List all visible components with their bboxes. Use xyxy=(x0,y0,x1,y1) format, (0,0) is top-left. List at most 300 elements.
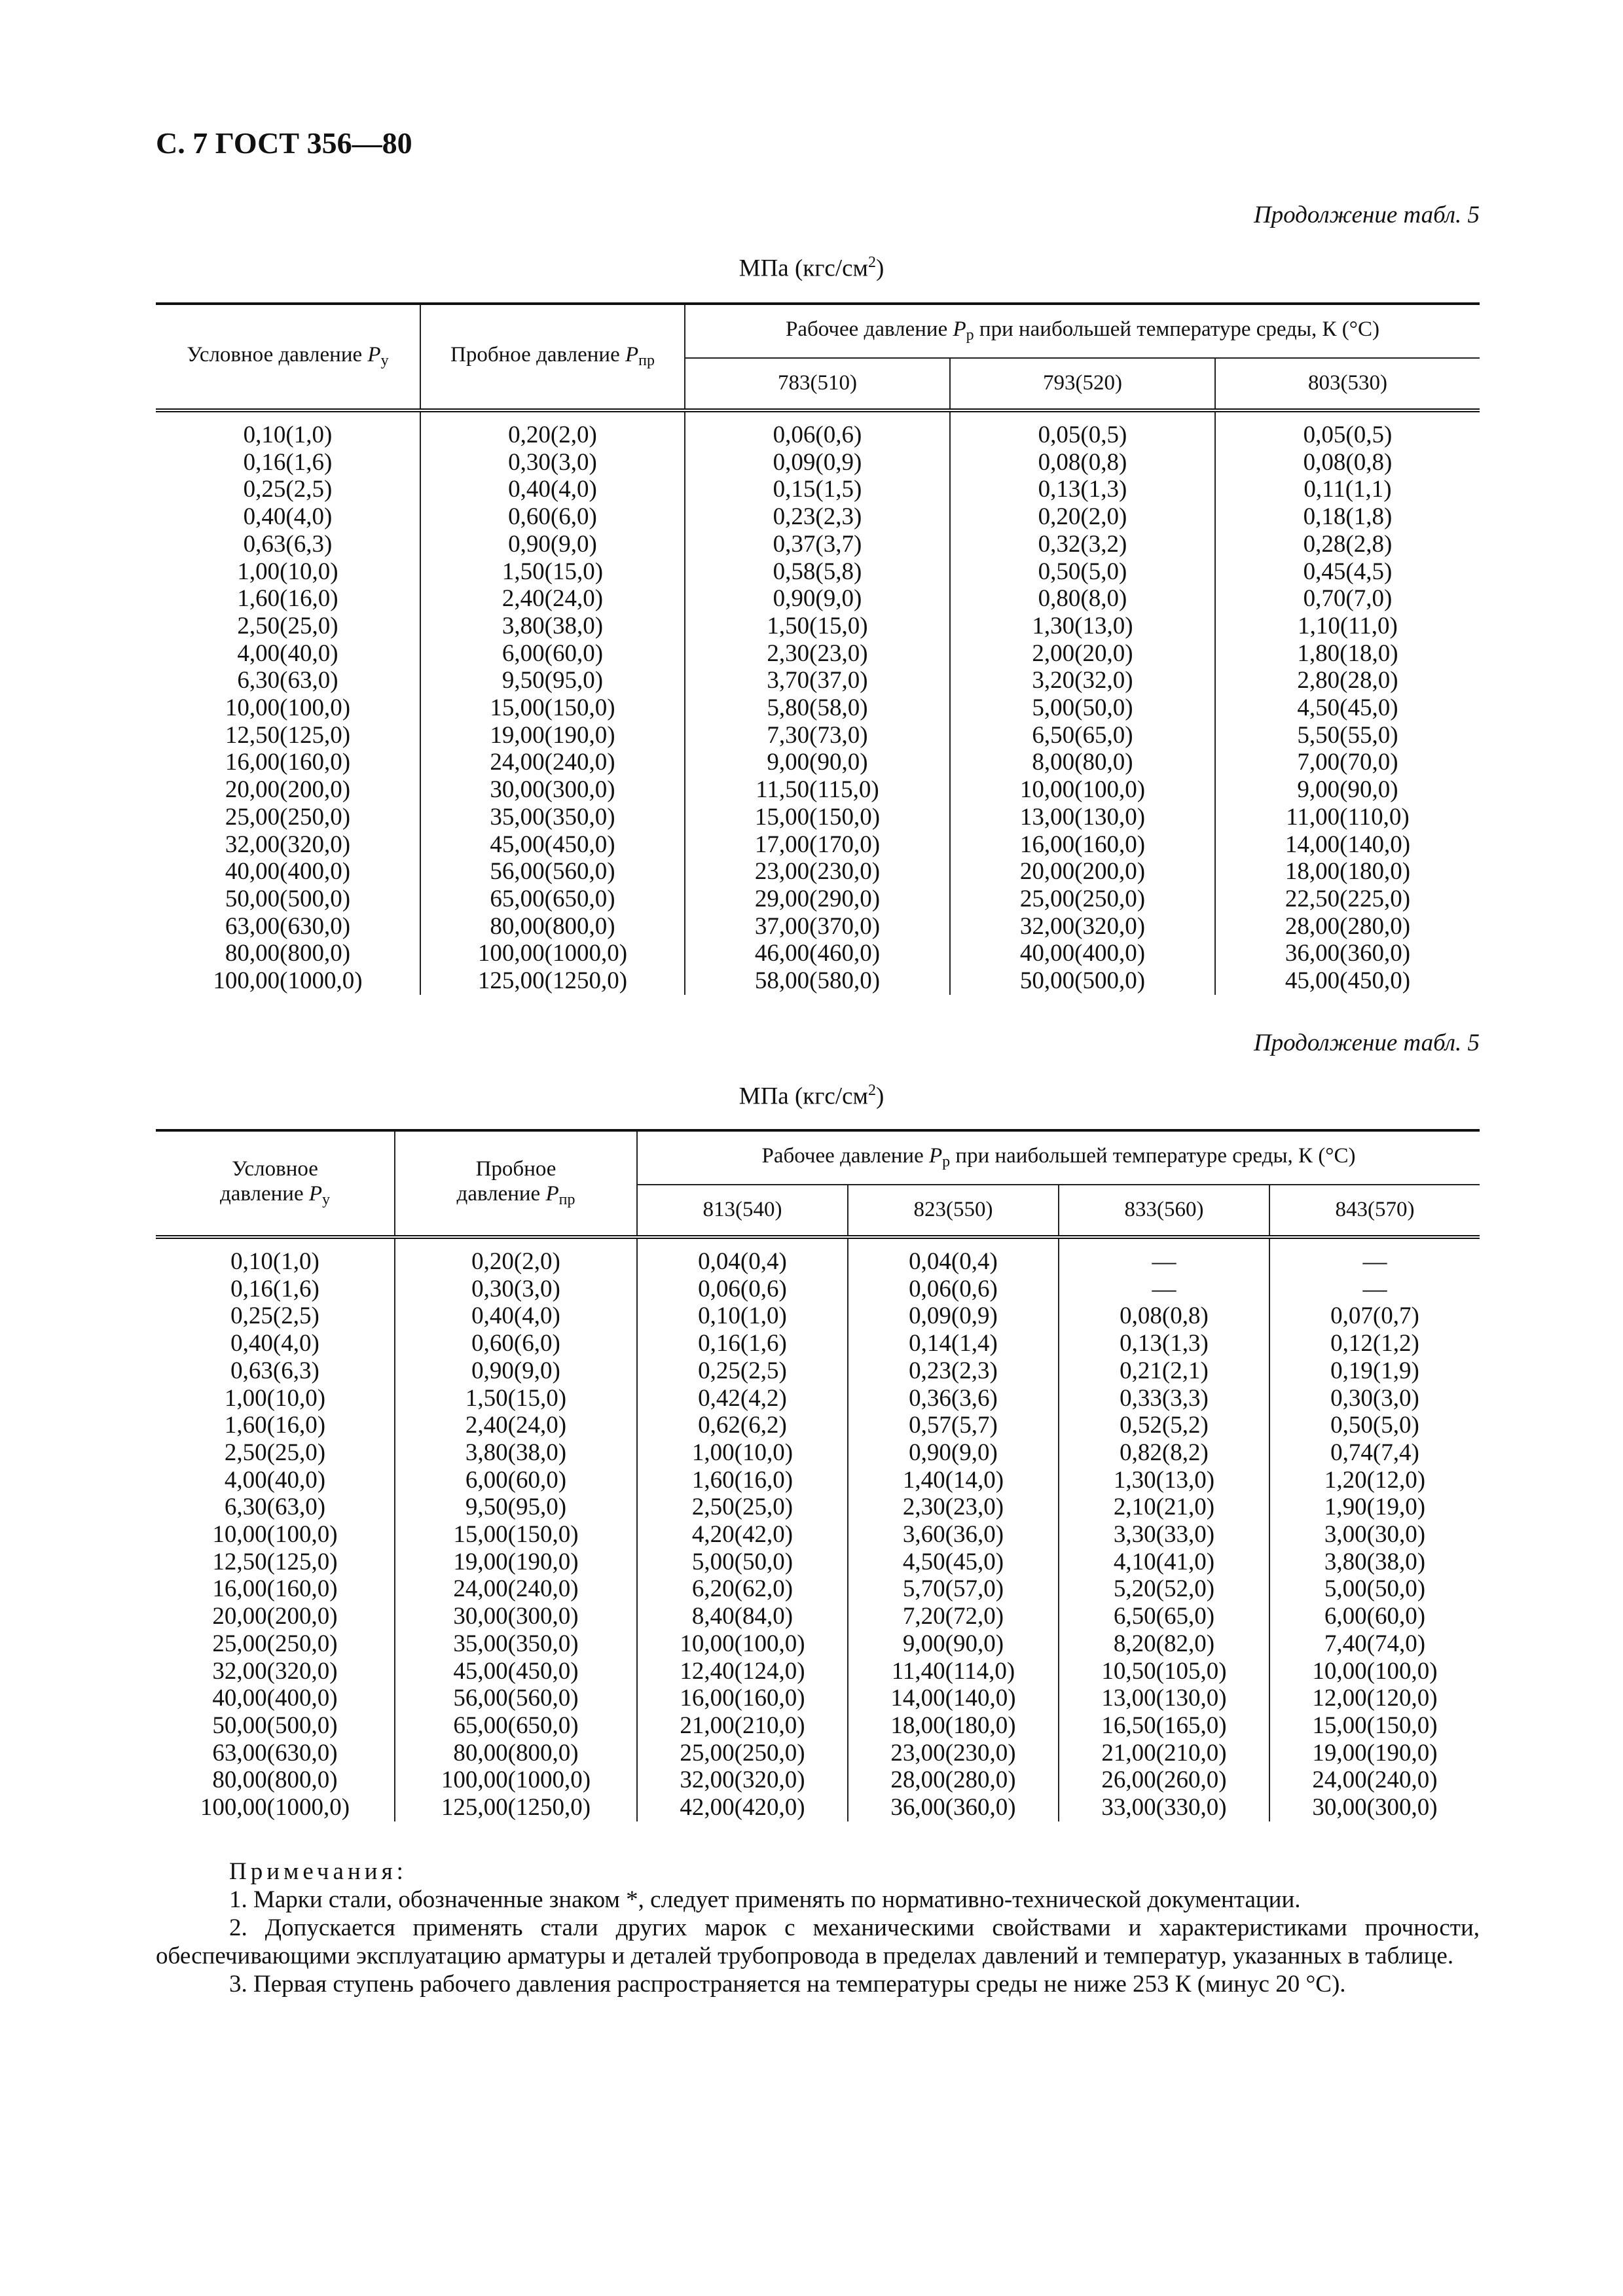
table-row xyxy=(156,1302,1480,1330)
table-cell: 0,04(0,4) xyxy=(848,1237,1059,1276)
table-cell: 16,00(160,0) xyxy=(950,831,1215,859)
table-row xyxy=(156,940,1480,967)
table-cell: 80,00(800,0) xyxy=(156,1767,395,1794)
table-cell: 4,00(40,0) xyxy=(156,640,420,668)
table-cell: 25,00(250,0) xyxy=(156,804,420,831)
table-cell: 36,00(360,0) xyxy=(1215,940,1480,967)
table-cell: 0,63(6,3) xyxy=(156,1357,395,1385)
table-cell: 0,80(8,0) xyxy=(950,585,1215,613)
table-cell: 10,00(100,0) xyxy=(156,694,420,722)
table-cell: 0,70(7,0) xyxy=(1215,585,1480,613)
table1-header-test-sub: пр xyxy=(638,352,655,370)
table-cell: 21,00(210,0) xyxy=(637,1712,848,1740)
table2-header-work-sub: р xyxy=(942,1153,951,1171)
table-cell: 0,40(4,0) xyxy=(420,476,685,503)
table-cell: 20,00(200,0) xyxy=(156,1603,395,1630)
table-cell: 65,00(650,0) xyxy=(395,1712,637,1740)
table-row xyxy=(156,694,1480,722)
table-cell: 7,40(74,0) xyxy=(1269,1630,1480,1658)
table-cell: 30,00(300,0) xyxy=(420,776,685,804)
table-cell: 0,25(2,5) xyxy=(637,1357,848,1385)
table-row xyxy=(156,1494,1480,1521)
table-cell: 0,16(1,6) xyxy=(156,1276,395,1303)
table2-continuation-label: Продолжение табл. 5 xyxy=(1253,1030,1480,1056)
table-cell: 1,50(15,0) xyxy=(395,1385,637,1412)
table-cell: 1,00(10,0) xyxy=(156,1385,395,1412)
table-cell: 0,58(5,8) xyxy=(685,558,950,586)
table-cell: 0,30(3,0) xyxy=(1269,1385,1480,1412)
table-row xyxy=(156,449,1480,476)
table-cell: 12,50(125,0) xyxy=(156,1549,395,1576)
table-cell: 63,00(630,0) xyxy=(156,1740,395,1767)
table-cell: 5,50(55,0) xyxy=(1215,722,1480,749)
table-cell: 6,00(60,0) xyxy=(1269,1603,1480,1630)
table-cell: 24,00(240,0) xyxy=(395,1575,637,1603)
table-cell: 32,00(320,0) xyxy=(950,913,1215,941)
table-cell: 9,00(90,0) xyxy=(1215,776,1480,804)
table-cell: 50,00(500,0) xyxy=(950,967,1215,995)
table-row xyxy=(156,1385,1480,1412)
table-cell: 65,00(650,0) xyxy=(420,886,685,913)
table-cell: 58,00(580,0) xyxy=(685,967,950,995)
table-cell: 12,50(125,0) xyxy=(156,722,420,749)
table-cell: 0,10(1,0) xyxy=(156,410,420,449)
table2-header-temp: 843(570) xyxy=(1269,1185,1480,1237)
table-row xyxy=(156,1740,1480,1767)
table-cell: 40,00(400,0) xyxy=(156,858,420,886)
table-cell: 0,08(0,8) xyxy=(1059,1302,1269,1330)
table1-continuation-label: Продолжение табл. 5 xyxy=(1253,202,1480,228)
table-row xyxy=(156,913,1480,941)
table-cell: 22,50(225,0) xyxy=(1215,886,1480,913)
table-cell: 25,00(250,0) xyxy=(637,1740,848,1767)
table-row xyxy=(156,558,1480,586)
table-row xyxy=(156,1767,1480,1794)
table-row xyxy=(156,1467,1480,1494)
table-cell: 63,00(630,0) xyxy=(156,913,420,941)
table-cell: 0,32(3,2) xyxy=(950,531,1215,558)
table-cell: 0,82(8,2) xyxy=(1059,1439,1269,1467)
table-cell: 1,60(16,0) xyxy=(156,1412,395,1439)
table-cell: 32,00(320,0) xyxy=(637,1767,848,1794)
table-cell: 0,09(0,9) xyxy=(848,1302,1059,1330)
table-cell: 36,00(360,0) xyxy=(848,1794,1059,1821)
table-cell: 0,14(1,4) xyxy=(848,1330,1059,1357)
table-cell: 125,00(1250,0) xyxy=(420,967,685,995)
table2-units-sup: 2 xyxy=(867,1082,876,1099)
table2-header-test-sub: пр xyxy=(558,1191,575,1209)
table-cell: 0,30(3,0) xyxy=(420,449,685,476)
table-cell: 0,18(1,8) xyxy=(1215,503,1480,531)
table1-header-temp: 803(530) xyxy=(1215,358,1480,410)
table-cell: 100,00(1000,0) xyxy=(420,940,685,967)
table-cell: 19,00(190,0) xyxy=(420,722,685,749)
table1-header-work-pre: Рабочее давление xyxy=(785,317,953,342)
table-cell: 3,80(38,0) xyxy=(395,1439,637,1467)
table-cell: 6,00(60,0) xyxy=(420,640,685,668)
table-cell: 12,40(124,0) xyxy=(637,1658,848,1685)
table-cell: 0,50(5,0) xyxy=(950,558,1215,586)
table-cell: 16,00(160,0) xyxy=(156,749,420,776)
table-cell: 2,00(20,0) xyxy=(950,640,1215,668)
table-cell: 1,80(18,0) xyxy=(1215,640,1480,668)
table-cell: 0,60(6,0) xyxy=(395,1330,637,1357)
table-cell: 10,00(100,0) xyxy=(156,1521,395,1549)
table-cell: 20,00(200,0) xyxy=(156,776,420,804)
table-cell: 4,50(45,0) xyxy=(1215,694,1480,722)
table2-header-temp: 813(540) xyxy=(637,1185,848,1237)
table-row xyxy=(156,858,1480,886)
table-cell: 42,00(420,0) xyxy=(637,1794,848,1821)
table-cell: 7,30(73,0) xyxy=(685,722,950,749)
table-cell: 0,57(5,7) xyxy=(848,1412,1059,1439)
table-cell: 0,23(2,3) xyxy=(848,1357,1059,1385)
table-cell: 4,00(40,0) xyxy=(156,1467,395,1494)
table-cell: 0,08(0,8) xyxy=(950,449,1215,476)
table-cell: 4,20(42,0) xyxy=(637,1521,848,1549)
table-cell: 46,00(460,0) xyxy=(685,940,950,967)
table-cell: 10,00(100,0) xyxy=(950,776,1215,804)
table-cell: 80,00(800,0) xyxy=(395,1740,637,1767)
table-row xyxy=(156,1575,1480,1603)
table-cell: 0,05(0,5) xyxy=(950,410,1215,449)
table-cell: 6,50(65,0) xyxy=(950,722,1215,749)
table-cell: 2,10(21,0) xyxy=(1059,1494,1269,1521)
table-cell: 17,00(170,0) xyxy=(685,831,950,859)
table-row xyxy=(156,1237,1480,1276)
table-cell: 0,16(1,6) xyxy=(156,449,420,476)
table-cell: 0,40(4,0) xyxy=(395,1302,637,1330)
table-cell: 15,00(150,0) xyxy=(685,804,950,831)
table-cell: 0,25(2,5) xyxy=(156,476,420,503)
table-cell: 125,00(1250,0) xyxy=(395,1794,637,1821)
table-cell: 15,00(150,0) xyxy=(420,694,685,722)
table-cell: 6,50(65,0) xyxy=(1059,1603,1269,1630)
table-cell: 5,00(50,0) xyxy=(950,694,1215,722)
table2-header-conditional-pressure: Условное давление $P_у$ xyxy=(156,1130,395,1237)
table2-header-test-l2: давление xyxy=(456,1182,546,1206)
table-row xyxy=(156,1549,1480,1576)
table-cell: 1,60(16,0) xyxy=(156,585,420,613)
table2-units-end: ) xyxy=(875,1083,884,1110)
table-cell: 0,62(6,2) xyxy=(637,1412,848,1439)
page-header: С. 7 ГОСТ 356—80 xyxy=(156,126,412,160)
table-row xyxy=(156,613,1480,640)
table-row xyxy=(156,585,1480,613)
table-cell: 1,90(19,0) xyxy=(1269,1494,1480,1521)
table-cell: 2,40(24,0) xyxy=(420,585,685,613)
table-cell: 15,00(150,0) xyxy=(395,1521,637,1549)
table-cell: 11,40(114,0) xyxy=(848,1658,1059,1685)
table-cell: 9,50(95,0) xyxy=(420,667,685,694)
table-cell: 5,70(57,0) xyxy=(848,1575,1059,1603)
table-cell: 1,00(10,0) xyxy=(156,558,420,586)
table-cell: 0,07(0,7) xyxy=(1269,1302,1480,1330)
table-cell: 0,74(7,4) xyxy=(1269,1439,1480,1467)
table-row xyxy=(156,1412,1480,1439)
table-cell: — xyxy=(1269,1276,1480,1303)
table-row xyxy=(156,749,1480,776)
table-row xyxy=(156,1630,1480,1658)
table-cell: 2,50(25,0) xyxy=(156,1439,395,1467)
table-row xyxy=(156,1276,1480,1303)
table-cell: 0,21(2,1) xyxy=(1059,1357,1269,1385)
table-cell: 0,11(1,1) xyxy=(1215,476,1480,503)
table-cell: 28,00(280,0) xyxy=(1215,913,1480,941)
table-row xyxy=(156,640,1480,668)
table-row xyxy=(156,531,1480,558)
table-cell: 0,33(3,3) xyxy=(1059,1385,1269,1412)
table1-header-test-text: Пробное давление xyxy=(450,343,625,367)
table-cell: 45,00(450,0) xyxy=(1215,967,1480,995)
table-cell: 40,00(400,0) xyxy=(950,940,1215,967)
table-cell: 2,30(23,0) xyxy=(848,1494,1059,1521)
table-cell: 33,00(330,0) xyxy=(1059,1794,1269,1821)
table-cell: — xyxy=(1059,1237,1269,1276)
table-cell: 11,00(110,0) xyxy=(1215,804,1480,831)
table-cell: 0,30(3,0) xyxy=(395,1276,637,1303)
table1-header-test-pressure: Пробное давление $P_{пр}$ xyxy=(420,304,685,410)
table-cell: 0,09(0,9) xyxy=(685,449,950,476)
table-row xyxy=(156,776,1480,804)
table-cell: 7,20(72,0) xyxy=(848,1603,1059,1630)
table-row xyxy=(156,476,1480,503)
table-cell: 4,50(45,0) xyxy=(848,1549,1059,1576)
table-cell: 0,52(5,2) xyxy=(1059,1412,1269,1439)
table-cell: 0,04(0,4) xyxy=(637,1237,848,1276)
table-cell: 12,00(120,0) xyxy=(1269,1685,1480,1712)
table-cell: 0,20(2,0) xyxy=(950,503,1215,531)
table-row xyxy=(156,667,1480,694)
table-cell: 14,00(140,0) xyxy=(848,1685,1059,1712)
table-cell: 2,40(24,0) xyxy=(395,1412,637,1439)
table-cell: 16,00(160,0) xyxy=(156,1575,395,1603)
table-cell: 0,45(4,5) xyxy=(1215,558,1480,586)
table-cell: — xyxy=(1059,1276,1269,1303)
table-row xyxy=(156,831,1480,859)
table2-header-cond-l1: Условное xyxy=(232,1157,318,1181)
table-cell: 2,80(28,0) xyxy=(1215,667,1480,694)
table-cell: 32,00(320,0) xyxy=(156,1658,395,1685)
table-cell: 0,25(2,5) xyxy=(156,1302,395,1330)
table-cell: 0,42(4,2) xyxy=(637,1385,848,1412)
table-cell: 0,20(2,0) xyxy=(420,410,685,449)
table-row xyxy=(156,1685,1480,1712)
table-cell: 9,00(90,0) xyxy=(685,749,950,776)
table-cell: 3,80(38,0) xyxy=(1269,1549,1480,1576)
table-cell: 0,10(1,0) xyxy=(156,1237,395,1276)
table-cell: 3,00(30,0) xyxy=(1269,1521,1480,1549)
table1-header-cond-sub: у xyxy=(380,352,389,370)
table-cell: 1,00(10,0) xyxy=(637,1439,848,1467)
table-cell: 14,00(140,0) xyxy=(1215,831,1480,859)
table-cell: 13,00(130,0) xyxy=(950,804,1215,831)
table-cell: 18,00(180,0) xyxy=(848,1712,1059,1740)
table-cell: 6,20(62,0) xyxy=(637,1575,848,1603)
table1-header-work-sub: р xyxy=(966,327,974,344)
table1-body xyxy=(156,410,1480,995)
table2-header-test-l1: Пробное xyxy=(475,1157,556,1181)
table-cell: 0,90(9,0) xyxy=(848,1439,1059,1467)
table-cell: 3,60(36,0) xyxy=(848,1521,1059,1549)
table-cell: 0,06(0,6) xyxy=(637,1276,848,1303)
table2-units-main: МПа (кгс/см xyxy=(739,1083,868,1110)
table-cell: 0,19(1,9) xyxy=(1269,1357,1480,1385)
table2-header-test-pressure: Пробное давление $P_{пр}$ xyxy=(395,1130,637,1237)
table-cell: 6,30(63,0) xyxy=(156,667,420,694)
table-cell: 23,00(230,0) xyxy=(848,1740,1059,1767)
table-cell: 8,00(80,0) xyxy=(950,749,1215,776)
table-row xyxy=(156,1794,1480,1821)
note-item: 2. Допускается применять стали других марок с механическими свойствами и характеристиками прочности, обеспечивающими эксплуатацию арматуры и деталей трубопровода в пределах давлений и температур, указанных в таблице. xyxy=(156,1914,1480,1969)
table-cell: 3,80(38,0) xyxy=(420,613,685,640)
table-cell: 0,37(3,7) xyxy=(685,531,950,558)
table-cell: 40,00(400,0) xyxy=(156,1685,395,1712)
table-cell: 8,20(82,0) xyxy=(1059,1630,1269,1658)
table-row xyxy=(156,886,1480,913)
table-cell: 0,50(5,0) xyxy=(1269,1412,1480,1439)
table-cell: 9,50(95,0) xyxy=(395,1494,637,1521)
table-cell: 1,60(16,0) xyxy=(637,1467,848,1494)
table-row xyxy=(156,722,1480,749)
table-cell: 5,20(52,0) xyxy=(1059,1575,1269,1603)
table1 xyxy=(156,302,1480,995)
table-cell: 1,30(13,0) xyxy=(950,613,1215,640)
table-cell: 29,00(290,0) xyxy=(685,886,950,913)
table-cell: 5,00(50,0) xyxy=(1269,1575,1480,1603)
table-cell: 100,00(1000,0) xyxy=(156,967,420,995)
table-cell: 30,00(300,0) xyxy=(1269,1794,1480,1821)
table-cell: 80,00(800,0) xyxy=(156,940,420,967)
table1-header-temp: 793(520) xyxy=(950,358,1215,410)
table1-units xyxy=(0,254,1623,282)
table1-header-temp: 783(510) xyxy=(685,358,950,410)
table-cell: 45,00(450,0) xyxy=(420,831,685,859)
table2-header-cond-sub: у xyxy=(322,1191,331,1209)
table-cell: 0,23(2,3) xyxy=(685,503,950,531)
table-cell: 0,36(3,6) xyxy=(848,1385,1059,1412)
table-cell: 9,00(90,0) xyxy=(848,1630,1059,1658)
table-cell: 5,80(58,0) xyxy=(685,694,950,722)
table-cell: 7,00(70,0) xyxy=(1215,749,1480,776)
table-cell: 19,00(190,0) xyxy=(395,1549,637,1576)
table2 xyxy=(156,1129,1480,1821)
table-cell: 0,40(4,0) xyxy=(156,503,420,531)
table-cell: 32,00(320,0) xyxy=(156,831,420,859)
table-cell: 45,00(450,0) xyxy=(395,1658,637,1685)
table-cell: 50,00(500,0) xyxy=(156,886,420,913)
table-cell: 25,00(250,0) xyxy=(156,1630,395,1658)
table-cell: 0,08(0,8) xyxy=(1215,449,1480,476)
table-cell: 3,20(32,0) xyxy=(950,667,1215,694)
table-row xyxy=(156,410,1480,449)
table2-header-temp: 833(560) xyxy=(1059,1185,1269,1237)
table-cell: 50,00(500,0) xyxy=(156,1712,395,1740)
table-cell: 0,05(0,5) xyxy=(1215,410,1480,449)
table-row xyxy=(156,1658,1480,1685)
table2-header-work-post: при наибольшей температуре среды, К (°С) xyxy=(950,1144,1356,1168)
table-cell: 24,00(240,0) xyxy=(420,749,685,776)
table-cell: 0,40(4,0) xyxy=(156,1330,395,1357)
table-cell: 4,10(41,0) xyxy=(1059,1549,1269,1576)
table-cell: 11,50(115,0) xyxy=(685,776,950,804)
table-cell: 15,00(150,0) xyxy=(1269,1712,1480,1740)
table-cell: 0,15(1,5) xyxy=(685,476,950,503)
table-cell: 0,06(0,6) xyxy=(848,1276,1059,1303)
note-item: 3. Первая ступень рабочего давления распространяется на температуры среды не ниже 253 К (минус 20 °С). xyxy=(229,1971,1346,1998)
table-cell: 16,50(165,0) xyxy=(1059,1712,1269,1740)
table-row xyxy=(156,1330,1480,1357)
table-row xyxy=(156,804,1480,831)
table-cell: 1,50(15,0) xyxy=(420,558,685,586)
table-cell: 21,00(210,0) xyxy=(1059,1740,1269,1767)
table-row xyxy=(156,1603,1480,1630)
table1-units-sup: 2 xyxy=(867,254,876,271)
table-cell: 0,60(6,0) xyxy=(420,503,685,531)
table-cell: 20,00(200,0) xyxy=(950,858,1215,886)
table2-header-cond-l2: давление xyxy=(219,1182,309,1206)
notes xyxy=(156,1857,1480,1998)
table-cell: 2,50(25,0) xyxy=(637,1494,848,1521)
table-cell: 8,40(84,0) xyxy=(637,1603,848,1630)
table2-body xyxy=(156,1237,1480,1821)
table1-units-main: МПа (кгс/см xyxy=(739,255,868,282)
table-cell: 6,30(63,0) xyxy=(156,1494,395,1521)
table1-header-working-pressure: Рабочее давление $P_р$ при наибольшей температуре среды, К (°С) xyxy=(685,304,1480,358)
table-cell: 13,00(130,0) xyxy=(1059,1685,1269,1712)
table-cell: 28,00(280,0) xyxy=(848,1767,1059,1794)
table-cell: 19,00(190,0) xyxy=(1269,1740,1480,1767)
table-row xyxy=(156,1439,1480,1467)
table-cell: 1,50(15,0) xyxy=(685,613,950,640)
table-cell: 0,90(9,0) xyxy=(685,585,950,613)
table-cell: 3,30(33,0) xyxy=(1059,1521,1269,1549)
table-cell: 0,90(9,0) xyxy=(420,531,685,558)
table-cell: 0,12(1,2) xyxy=(1269,1330,1480,1357)
table2-units xyxy=(0,1082,1623,1110)
table-cell: 80,00(800,0) xyxy=(420,913,685,941)
table-row xyxy=(156,1712,1480,1740)
table-cell: 56,00(560,0) xyxy=(420,858,685,886)
table-cell: 0,16(1,6) xyxy=(637,1330,848,1357)
table-cell: 0,28(2,8) xyxy=(1215,531,1480,558)
table-cell: 1,40(14,0) xyxy=(848,1467,1059,1494)
table-cell: 25,00(250,0) xyxy=(950,886,1215,913)
table2-header-temp: 823(550) xyxy=(848,1185,1059,1237)
table-cell: 100,00(1000,0) xyxy=(156,1794,395,1821)
table-cell: 0,90(9,0) xyxy=(395,1357,637,1385)
table-cell: 1,30(13,0) xyxy=(1059,1467,1269,1494)
table-cell: 16,00(160,0) xyxy=(637,1685,848,1712)
table-cell: 0,13(1,3) xyxy=(950,476,1215,503)
table-cell: 26,00(260,0) xyxy=(1059,1767,1269,1794)
table-cell: 35,00(350,0) xyxy=(395,1630,637,1658)
table1-header-cond-text: Условное давление xyxy=(187,343,368,367)
table2-header-working-pressure: Рабочее давление $P_р$ при наибольшей температуре среды, К (°С) xyxy=(637,1130,1480,1185)
table-cell: — xyxy=(1269,1237,1480,1276)
table2-header-work-pre: Рабочее давление xyxy=(761,1144,929,1168)
table1-header-work-post: при наибольшей температуре среды, К (°С) xyxy=(974,317,1379,342)
table-cell: 18,00(180,0) xyxy=(1215,858,1480,886)
table-cell: 5,00(50,0) xyxy=(637,1549,848,1576)
table1-header-conditional-pressure: Условное давление $P_у$ xyxy=(156,304,420,410)
table-cell: 10,00(100,0) xyxy=(637,1630,848,1658)
table-cell: 3,70(37,0) xyxy=(685,667,950,694)
table-cell: 0,13(1,3) xyxy=(1059,1330,1269,1357)
table-cell: 1,10(11,0) xyxy=(1215,613,1480,640)
table-cell: 100,00(1000,0) xyxy=(395,1767,637,1794)
table-row xyxy=(156,1521,1480,1549)
